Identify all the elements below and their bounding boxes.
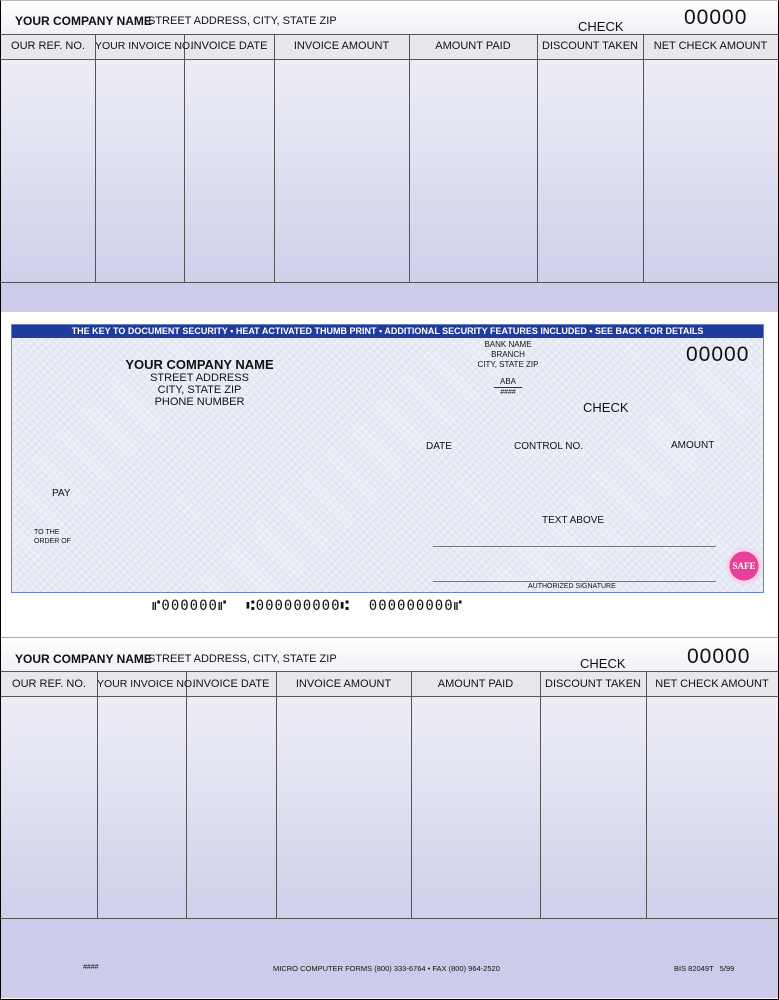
col-header: DISCOUNT TAKEN [542, 40, 638, 52]
col-header: NET CHECK AMOUNT [655, 678, 769, 690]
signature-label: AUTHORIZED SIGNATURE [528, 583, 616, 590]
payer-street: STREET ADDRESS [150, 372, 249, 384]
micr-check-number: ⑈000000⑈ [152, 598, 228, 614]
col-header: YOUR INVOICE NO. [97, 678, 196, 690]
amount-label: AMOUNT [671, 440, 715, 451]
security-banner: THE KEY TO DOCUMENT SECURITY • HEAT ACTIVATED THUMB PRINT • ADDITIONAL SECURITY FEATURES INCLUDED • SEE BACK FOR DETAILS [12, 325, 763, 338]
micr-account: 000000000⑈ [368, 598, 464, 614]
footer-right: BIS 82049T 5/99 [674, 964, 735, 973]
pay-label: PAY [52, 488, 71, 499]
date-label: DATE [426, 441, 452, 452]
bank-city: CITY, STATE ZIP [477, 360, 539, 369]
check-label: CHECK [578, 19, 624, 34]
col-header: DISCOUNT TAKEN [545, 678, 641, 690]
company-name: YOUR COMPANY NAME [15, 14, 152, 28]
col-header: NET CHECK AMOUNT [653, 40, 768, 52]
col-header: OUR REF. NO. [11, 40, 85, 52]
col-header: INVOICE AMOUNT [293, 40, 390, 52]
check-label: CHECK [583, 400, 629, 415]
bank-name: BANK NAME [484, 340, 532, 349]
footer-center: MICRO COMPUTER FORMS (800) 333-6764 • FAX (800) 964-2520 [273, 964, 500, 973]
company-address: STREET ADDRESS, CITY, STATE ZIP [148, 653, 337, 665]
footer-left: #### [83, 964, 99, 971]
payer-city: CITY, STATE ZIP [157, 384, 242, 396]
col-header: AMOUNT PAID [435, 40, 511, 52]
check-number: 00000 [687, 645, 751, 668]
aba-number: #### [500, 389, 516, 396]
col-header: INVOICE AMOUNT [295, 678, 392, 690]
aba-label: ABA [494, 377, 522, 388]
to-order-line1: TO THE [34, 529, 60, 536]
col-header: AMOUNT PAID [437, 678, 514, 690]
company-address: STREET ADDRESS, CITY, STATE ZIP [148, 15, 337, 27]
check-label: CHECK [580, 656, 626, 671]
bank-branch: BRANCH [491, 350, 525, 359]
payer-company: YOUR COMPANY NAME [125, 357, 274, 372]
col-header: OUR REF. NO. [12, 678, 86, 690]
col-header: INVOICE DATE [192, 678, 270, 690]
check-number: 00000 [684, 6, 748, 29]
control-no-label: CONTROL NO. [514, 441, 584, 452]
company-name: YOUR COMPANY NAME [15, 652, 152, 666]
payer-phone: PHONE NUMBER [154, 396, 245, 408]
top-table-header [1, 34, 778, 60]
col-header: INVOICE DATE [190, 40, 268, 52]
micr-routing: ⑆000000000⑆ [246, 598, 350, 614]
text-above: TEXT ABOVE [542, 515, 605, 526]
seal-text: SAFE [732, 561, 756, 571]
check-number: 00000 [686, 343, 750, 366]
to-order-line2: ORDER OF [34, 538, 71, 545]
col-header: YOUR INVOICE NO. [95, 40, 194, 52]
